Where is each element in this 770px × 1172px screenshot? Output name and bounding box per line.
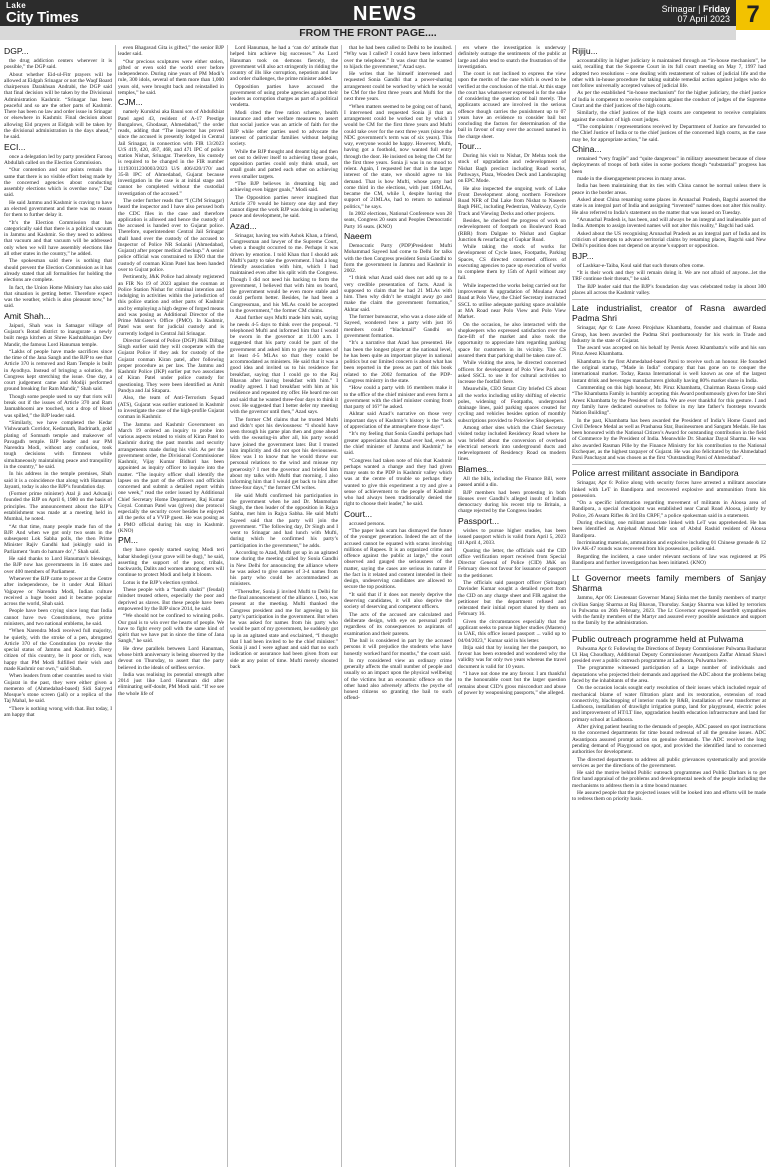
paragraph: Iltija said that by issuing her the passport, no favour has been extended and wondered why the validity was for only two years whereas the travel document is valid for 10 years. [458, 644, 566, 670]
paragraph: During checking, one militant associate linked with LeT was apprehended. He has been identified as Amjehad Ahmad Mir son of Abdul Rashid resident of Aloosa Bandipora. [572, 520, 766, 539]
paragraph: “I think what Azad said does not add up to a very credible presentation of facts. Azad is supposed to claim that he had 21 MLAs with him. Then why didn’t he straight away go and make the claim the government formation,” Akhtar said. [344, 275, 452, 313]
paragraph: Pulwama Apr 6: Following the Directions of Deputy Commissioner Pulwama Basharat Ul Haq Choudhary, Additional Deputy Commissioner Awantipora Zaffar Ahmad Shawl presided over a public outreach programme at Ladhoora, Pulwama here. [572, 645, 766, 664]
story-heading: Naeem [344, 231, 372, 241]
paragraph: In my considered view an ordinary crime generally affects the small number of people and usually so an impact upon the physical wellbeing of the victims but an economic offence on the other hand also adversely affects the psyche of honest citizens so granting the bail to such offend- [344, 657, 452, 702]
column-divider [569, 45, 570, 1167]
paragraph: While the BJP thought and dreamt big and then set out to deliver itself to achieving these goals, opposition parties could only think small, set small goals and patted each other on achieving even smaller targets. [230, 148, 338, 180]
paragraph: “I have not done me any favour. I am thankful to the honourable court but the larger question remains about CID’s gross misconduct and abuse of power by weaponising passports,” she alleged. [458, 671, 566, 696]
paragraph: Asked about China renaming some places in Arunachal Pradesh, Bagchi asserted the state is an integral part of India and assigning “invented” names does not alter this reality. He also referred to India’s statement on the matter that was issued on Tuesday. [572, 197, 766, 216]
story-heading: Police arrest militant associate in Bandipora [572, 468, 739, 479]
paragraph: “On a specific information regarding movement of militants in Aloosa area of Bandipora, a special checkpoint was established near Canal Road Aloosa, jointly by Police, 26 Assam Rifles & 3rd Bn CRPF,” a police spokesman said in a statement. [572, 500, 766, 519]
story-divider [572, 630, 766, 631]
masthead-bar [0, 0, 770, 26]
paragraph: As per the established “in-house mechanism” for the higher judiciary, the chief justice of India is competent to receive complaints against the conduct of judges of the Supreme Court and the chief justices of the high courts. [572, 90, 766, 109]
story-heading: Lt Governor meets family members of Sanjay Sharma [572, 573, 766, 594]
paragraph: Regarding the incident, a case under relevant sections of law was registered at PS Bandipora and further investigation has been initiated. (KNO) [572, 553, 766, 566]
paragraph: “It is their work and they will remain doing it. We are not afraid of anyone...let the TRF continue their threats,” he said. [572, 270, 766, 283]
paragraph: “There is nothing wrong with that. But today, I am happy that [4, 705, 112, 718]
paragraph: once a delegation led by party president Farooq Abdullah called on the Election Commission. [4, 153, 112, 166]
paragraph: In 2002 elections, National Conference won 28 seats, Congress 20 seats and Peoples Democratic Party 16 seats. (KNO) [344, 211, 452, 230]
paragraph: He assured people that the projected issues will be looked into and efforts will be made to redress them on priority basis. [572, 790, 766, 803]
paragraph: Meanwhile, CEO Smart City briefed CS about all the works including utility shifting of electric poles, widening of Footpaths, underground drainage lines, paid parking spaces created for cycling and vehicles besides option of monthly subscriptions provided to Poloview Shopkeepers. [458, 386, 566, 424]
story-heading: China... [572, 144, 602, 154]
paragraph: Incriminating materials, ammunition and explosive including 01 Chinese grenade & 12 live AK-47 rounds was recovered from his possession, police said. [572, 540, 766, 553]
paragraph: “It said that if it does not merely deprive the deserving candidates, it will also deprive the society of deserving and competent officers. [344, 591, 452, 611]
paragraph: “Arunachal Pradesh is, has been, and will always be an integral and inalienable part of India. Attempts to assign invented names will not alter this reality,” Bagchi had said. [572, 217, 766, 230]
paragraph: Asked about the US recognising Arunachal Pradesh as an integral part of India and its criticism of attempts to advance territorial claims by renaming places, Bagchi said New Delhi’s position does not depend on anyone’s support or opposition. [572, 230, 766, 250]
paragraph: “Our contention and our points remain the same that there is no visible effort being made by the concerned agencies about conducting assembly elections which is overdue now,” Dar said. [4, 167, 112, 199]
paragraph: Though some people used to say that riots will break out if the issues of Article 370 and Ram Janmabhoomi are touched, not a drop of blood was spilled,” the BJP leader said. [4, 393, 112, 419]
paragraph: “It’s the Election Commission that has categorically said that there is a political vacuum in Jammu and Kashmir. So they need to address that vacuum and that vacuum will be addressed only when we will have assembly elections like all other states in the country,” he added. [4, 219, 112, 257]
logo-top-text: Lake [6, 1, 27, 10]
paragraph: After giving patient hearing to the demands of people, ADC passed on spot instructions to the concerned departments for time bound redressal of all the genuine issues. ADC Awantipora assured prompt action on genuine demands. The ADC received the long pending demand of Playground on spot, and provided the identified land to concerned authorities for development. [572, 724, 766, 756]
story-heading: CJM... [118, 97, 143, 108]
column-divider [115, 45, 116, 1167]
paragraph: of Lashkar-e-Taiba, Koul said that such threats often come. [577, 262, 705, 269]
paragraph: “The BJP believes in dreaming big and achieving even bigger goals,” Modi said. [230, 181, 338, 194]
paragraph: The officials said passport officer (Srinagar) Davinder Kumar sought a detailed report from the CID on any charge sheet and FIR against the petitioner but the department refused and reiterated their initial report shared by them on February 16. [458, 580, 566, 618]
paragraph: even Bhagavad Gita is gifted,” the senior BJP leader said. [118, 45, 224, 58]
paragraph: He said Mufti confirmed his participation in the government when he and Dr. Manmohan Singh, the then leader of the opposition in Rajya Sabha, met him in Rajya Sabha. He said Mufti Sayeed said that the party will join the government. “The following day, Dr Singh and I went to Srinagar and had lunch with Mufti, during which he confirmed his party’s participation in the government,” he adds. [230, 492, 338, 549]
paragraph: People have been crying since long that India cannot have two Constitutions, two prime ministers, and two national emblems, he said. [4, 608, 112, 627]
paragraph: During his visit to Nishat, Dr Mehta took the stock of upgradation and redevelopment of Nishat Bagh precinct including Road works, Pathways, Plaza, Wooden Deck and Landscaping on EPC Mode. [458, 153, 566, 185]
paragraph: The Opposition parties never imagined that Article 370 would be history one day and they cannot digest the work BJP was doing in ushering peace and development, he said. [230, 194, 338, 220]
paragraph: In the past, Khambatta has been awarded the President of India’s Home Guard and Civil Defence Medal as well as Prashansa Star, Businessmen and Sangam Medals. He has been honoured with the National Citizen’s Award for outstanding contribution in the field of Commerce by the President of India. Meanwhile Dr. Shankar Dayal Sharma. He was also awarded Rasman Pille by the Finance Ministry for his contribution to the National Exchequer, as the highest taxpayer of Gujarat. He was also felicitated by the Ahmedabad Parsi Panchayat and was chosen as the first ‘Outstanding Parsi of Ahmedabad’. [572, 417, 766, 461]
story-divider [572, 464, 766, 465]
paragraph: “Lakhs of people have made sacrifices since the time of the Jana Sangh and the BJP to see that Article 370 is removed and Ram Temple is built in Ayodhya. Instead of bringing a solution, the Congress kept stretching the issue. One day, a court judgement came and Modiji performed ground breaking for Ram Mandir,” Shah said. [4, 348, 112, 393]
paragraph: According to Azad, Mufti got up in an agitated tone during the meeting called by Sonia Gandhi in New Delhi for announcing the alliance where he was asked to give names of 3-4 names from his party who could be accommodated as ministers. [230, 550, 338, 588]
paragraph: “It’s a narrative that Azad has presented. He has been the longest player at the national level, he has been quite an important player in national politics but our limited concern is about what has been reported in the press as part of this book related to the 2002 formation of the PDP-Congress ministry in the state. [344, 340, 452, 384]
story-heading: Blames... [458, 463, 494, 474]
paragraph: The directed departments to address all public grievances systematically and provide services as per the directions of the government. [572, 756, 766, 769]
page-number: 7 [736, 0, 770, 30]
paragraph: Srinagar, having tea with Ashok Khan, a friend, Congressman and lawyer of the Supreme Court, when a thought occurred to me. Perhaps it was driven by emotion. I told Khan that I should ask Mufti’s party to take the government. I had a long friendly association with him, which I had maintained even after his split with the Congress. Though I did not need his backing to form the government, I believed that with him on board, the government would be even more stable and could perform better. Besides, he had been a Congressman, and his MLAs could be accepted in the government,” the former CM claims. [230, 232, 338, 314]
column-4 [344, 45, 452, 1167]
paragraph: He also inspected the ongoing work of Lake Front Development along northern Foreshore Road NFR of Dal Lake from Nishat to Naseem Bagh PHC, including Pedestrian, Walkway, Cycle Track and Viewing Decks and other projects. [458, 185, 566, 217]
paragraph: they have openly started saying Modi teri kabar khudegi (your grave will be dug),” he said, asserting the support of the poor, tribals, backwards, Dalits and women among others will continue to protect Modi and help it bloom. [118, 547, 224, 579]
paragraph: the drug addiction centers wherever it is possible,” the DGP said. [4, 58, 112, 71]
story-heading: PM... [118, 535, 139, 546]
paragraph: (Former prime minister) Atal ji and Advaniji founded the BJP on April 6, 1980 on the basis of principles. The announcement about the BJP’s establishment was made at a meeting held in Mumbai, he noted. [4, 491, 112, 523]
paragraph: On the occasion locals sought early resolution of their issues which included repair of mechanical blame of water filtration plant and its restoration, extension of road connectivity, blacktopping of interior roads by R&B, installation of new transformer at Ladhoora, installation of drawlight irrigation pump, land for playground, electric poles and improvement of HT/LT line, upgradation health education infrastructure and land for primary school at Ladhoora. [572, 685, 766, 723]
paragraph: Lotus is the BJP’s election symbol. [123, 579, 199, 586]
paragraph: All the bills, including the Finance Bill, were passed amid a din. [458, 475, 566, 489]
column-3 [230, 45, 338, 1167]
paragraph: On the occasion, he also interacted with the shopkeepers who expressed satisfaction over the face-lift of the market and also took the opportunity to appreciate him regarding parking space for customers in its vicinity. The CS assured them that parking shall be taken care of. [458, 321, 566, 359]
paragraph: “At that time, many people made fun of the BJP. And when we got only two seats in the subsequent Lok Sabha polls, the then Prime Minister Rajiv Gandhi had jokingly said in Parliament ‘hum do hamare do’,” Shah said. [4, 523, 112, 555]
paragraph: He drew parallels between Lord Hanuman, whose birth anniversary is being observed by the devout on Thursday, to assert that the party believed in the ideals of selfless service. [118, 645, 224, 671]
paragraph: accused persons. [349, 520, 386, 527]
story-heading: ECI... [4, 141, 26, 152]
paragraph: Opposition parties have accused the government of using probe agencies against their leaders as corruption charges as part of a political vendetta. [230, 83, 338, 109]
paragraph: Democratic Party (PDP)President Mufti Mohammad Sayeed had come to Delhi for talks with the then Congress president Sonia Gandhi to form the government in Jammu and Kashmir in 2002. [344, 243, 452, 274]
paragraph: Jaipuri, Shah was in Satnagar village of Gujarat’s Botad district to inaugurate a newly built mega kitchen at Shree Kashtabhanjan Dev Mandir, the famous Lord Hanuman temple. [4, 322, 112, 348]
column-5 [458, 45, 566, 1167]
paragraph: He writes that he himself intervened and requested Sonia Gandhi that a power-sharing arrangement could be worked by which he would be CM for the first three years and Mufti for the next three years. [344, 71, 452, 103]
paragraph: He said Jammu and Kashmir is craving to have an elected government and there was no reason for them to further delay it. [4, 199, 112, 219]
paragraph: “When Narendra Modi received full majority, he quietly, with the stroke of a pen, abrogated Article 370 of the Constitution (to revoke the special status of Jammu and Kashmir). Every citizen of this country, be it poor or rich, was happy that PM Modi fulfilled their wish and made Kashmir our own,” said Shah. [4, 628, 112, 672]
paragraph: The spokesman said there is nothing that should prevent the Election Commission as it has already stated that all formalities for holding the elections are complete. [4, 258, 112, 284]
paragraph: “The paper leak scam has dismayed the future of the younger generation. Indeed the act of the accused cannot be equated with scams involving millions of Rupees. It is an organized crime and offence against the public at large,” the court observed and gauged the seriousness of the matter, saying the cases are serious in nature if the fact in it related and content intended in their design, undeserving candidates are allowed to secure the top positions. [344, 528, 452, 591]
story-heading: Passport... [458, 515, 500, 526]
story-divider [572, 569, 766, 570]
paragraph: Given the circumstances especially that the applicant seeks to pursue higher studies (Masters) in UAE, this office issued passport ... valid up to 04/04/2023,” Kumar said in his letter. [458, 618, 566, 644]
paragraph: The order further reads that “I (CJM Srinagar) heard the inspector and I have also perused both the CDC files in the case and therefore application is allowed and hence the custody of the accused is handed over to Gujarat police. Therefore, superintendent Central Jail Srinagar shall hand over the custody of the accused to Inspector of Police NR Solanki (Ahmedabad, Gujarat) after proper medical checkup.” A senior police official was constrained to ENO that the custody of conman Kiran Patel has been handed over to Gujrat police. [118, 198, 224, 273]
paragraph: The former bureaucrat, who was a close aide of Sayeed, wondered how a party with just 16 members could “blackmail” Gandhi on government formation. [344, 314, 452, 339]
paragraph: Azad further says Mufti made him wait, saying he needs 4-5 days to think over the proposal. “I telephoned Mufti and informed him that I would be sworn in the governor at 11.00 a.m. I suggested that his party could be part of the government and asked him to give me names of at least 4-5 MLAs so that they could be accommodated as ministers. He said that it was a good idea and invited us to his residence for breakfast, saying that I could go to the Raj Bhavan after having breakfast with him.” I readily agreed. I had breakfast with him at his residence and repeated my offer. He heard me out and said that he wanted three-four days to think it over. He suggested that I better defer my meeting with the governor until then,” Azad says. [230, 315, 338, 416]
paragraph: made in the disengagement process in many areas. [577, 175, 686, 182]
paragraph: “It’s my feeling that Sonia Gandhi perhaps had greater appreciation than Azad ever had, even as the chief minister of Jammu and Kashmir,” he said. [344, 431, 452, 457]
paragraph: About whether Eid-ul-Fitr prayers will be allowed at Eidgah Srinagar or not the Waqf Board chairperson Darakhsan Andrabi, the DGP said that final decision will be taken by the Divisional Administration Kashmir. “Srinagar has been peaceful and so are the other parts of Kashmir. There has been no law and order issue in Srinagar or elsewhere in Kashmir. Final decision about allowing Eid prayers at Eidgah will be taken by the divisional administration in the days ahead,” he said. [4, 71, 112, 141]
paragraph: Srinagar, Apr 6: Late Areez Pirojshaw Khambatta, founder and chairman of Rasna Group, has been awarded the Padma Shri posthumously for his work in Trade and Industry in the state of Gujarat. [572, 325, 766, 344]
paragraph: Khambatta is the first Ahmedabad-based Parsi to receive such an honour. He founded the original startup, “Made in India” company that has gone on to conquer the international market. Today, Rasna International is well known as one of the largest instant drink and beverages manufacturers globally having 80% market share in India. [572, 358, 766, 384]
paragraph: “Similarly, we have completed the Kedar Vishwanath Corridor, Kedarnath, Badrinath, gold plating of Somnath temple and makeover of Pavagadh temple. BJP leader and our PM Narendra Modi, without any confusion, took tough decisions with firmness while simultaneously maintaining peace and tranquility in the country,” he said. [4, 420, 112, 470]
paragraph: While visiting the area, he directed concerned officers for development of Polo View Park and asked SSCL to use it for cultural activities to increase the footfall there. [458, 360, 566, 385]
paragraph: Besides, he checked the progress of work on redevelopment of footpath on Boulevard Road (RBR) from Dalgate to Nishat and Gupkar Junction & resurfacing of Gupkar Road. [458, 218, 566, 243]
paragraph: Srinagar, Apr 6: Police along with security forces have arrested a militant associate linked with LeT in Bandipora and recovered explosive and ammunition from his possession. [572, 480, 766, 499]
paragraph: The former CM claims that he trusted Mufti and didn’t spot his deviousness: “I should have seen through his game plan then and gone ahead with the swearing-in after all, his party would have joined the government later. But I trusted him implicitly and did not spot his deviousness. How was I to know that he would throw our personal relations to the wind and misuse my generosity? I met the governor and briefed him about my talks with Mufti that morning. I also informing him that I would get back to him after three-four days,” the former CM writes. [230, 416, 338, 492]
paragraph: Whenever the BJP came to power at the Centre after independence, be it under Atal Bihari Vajpayee or Narendra Modi, Indian culture received a huge boost and it became popular across the world, Shah said. [4, 576, 112, 607]
story-heading: Late industrialist, creator of Rasna awarded Padma Shri [572, 303, 766, 324]
story-heading: DGP... [4, 46, 29, 56]
column-divider [227, 45, 228, 1167]
paragraph: The award was accepted on his behalf by Persis Areez Khambatta’s wife and his son Piruz Areez Khambatta. [572, 345, 766, 358]
dateline-city: Srinagar [661, 4, 696, 14]
column-divider [341, 45, 342, 1167]
paragraph: The Jammu and Kashmir Government on March 19 ordered an inquiry to probe into various aspects related to visits of Kiran Patel to Kashmir during the past months and security arrangements made during his visit. As per the government order, the Divisional Commissioner Kashmir, Vijay Kumar Bidhuri has been appointed as inquiry officer to inquire into the matter. “The inquiry officer shall identify the lapses on the part of the officers and officials concerned and submit a detailed report within one week,” read the order issued by Additional Chief Secretary Home Department, Raj Kumar Goyal. Conman Patel was (given) due protocol especially the security cover besides he enjoyed all the perks of a VVIP guest. He was posing as a PMO official during his stay in Kashmir. (KNO) [118, 421, 224, 534]
paragraph: “The complaints / representations received by Department of Justice are forwarded to the Chief Justice of India or to the chief justices of the concerned high courts, as the case may be, for appropriate action,” he said. [572, 124, 766, 143]
story-heading: Court... [344, 508, 373, 519]
paragraph: The BJP leader said that the BJP’s foundation day was celebrated today in about 300 places all across the Kashmir valley. [572, 283, 766, 296]
paragraph: Modi cited the free ration scheme, health insurance and other welfare measures to assert that social justice was an article of faith for the BJP while other parties used to advocate the interest of particular families without helping society. [230, 109, 338, 148]
paragraph: “Our precious sculptures were either stolen, gifted or even sold the world over before independence. During nine years of PM Modi’s rule, 300 idols, several of them more than 1,000 years old, were brought back and reinstalled in temples,” he said. [118, 58, 224, 96]
paragraph: India was realising its potential strength after 2014 just like Lord Hanuman did after eliminating self-doubt, PM Modi said. “If we see the whole life of [118, 671, 224, 697]
story-divider [572, 299, 766, 300]
paragraph: When leaders from other countries used to visit Gujarat in the past, they were either given a memento of (Ahmedabad-based) Sidi Saiyyed Mosque’s stone screen (jali) or a replica of the Taj Mahal, he said. [4, 673, 112, 705]
paragraph: that he had been called to Delhi to be insulted. “Why was I called? I could have been informed over the telephone.” It was clear that he wanted to hijack the government,” Azad says. [344, 45, 452, 70]
paragraph: wishes to pursue higher studies, has been issued passport which is valid from April 5, 2023 till April 4, 2033. [458, 527, 566, 547]
paragraph: The programme witnessed participation of a large number of individuals and deputations who projected their demands and apprised the ADC about the problems being faced by the inhabitants of the area. [572, 665, 766, 684]
paragraph: remained “very fragile” and “quite dangerous” in military assessment because of close deployments of troops of both sides in some pockets though “substantial” progress has been [572, 156, 766, 175]
paragraph: Lord Hanuman, he had a ‘can do’ attitude that helped him achieve big successes.” As Lord Hanuman took on demons fiercely, the government will also act stringently in ridding the country of ills like corruption, nepotism and law and order challenges, the prime minister added. [230, 45, 338, 83]
paragraph: While inspected the works being carried out for improvement & upgradation of Moulana Azad Road at Polo View, the Chief Secretary instructed SSCL to utilise adequate parking space available at MA Road near Polo View and Polo View Market. [458, 282, 566, 321]
story-heading: BJP... [572, 250, 594, 261]
story-heading: Azad... [230, 220, 257, 231]
paragraph: Akhtar said Azad’s narrative on those very important days of Kashmir’s history is the “lack of appreciation of the atmosphere those days”. [344, 411, 452, 430]
paragraph: He said thanks to Lord Hanuman’s blessings, the BJP now has governments in 16 states and over 400 members of Parliament. [4, 556, 112, 575]
story-heading: Rijiju... [572, 46, 598, 56]
paragraph: Commenting on this high honour, Mr. Piruz Khambatta, Chairman Rasna Group said “The Khambatta Family is humbly accepting this Award posthumously given for late Shri Areez Khambatta by the President of India. We are ever thankful for this gesture. I and my family have dedicated ourselves to follow in my late father’s footsteps towards Nation Building”. [572, 385, 766, 417]
story-heading: Amit Shah... [4, 310, 51, 321]
paragraph: These people with a “bandh shakti” (feudal) mindset treated others, especially the poor and deprived as slaves. But these people have been empowered by the BJP since 2014, he said. [118, 587, 224, 612]
paragraph: “When matters seemed to be going out of hand, I intervened and requested Sonia ji that an arrangement could be worked out by which I would be CM for the first three years and Mufti could take over for the next three years (since the NDC government’s term was of six years). This way, everyone would be happy. However, Mufti, having got a foothold, now wanted full entry through the door. He insisted on being the CM for the first three years. Sonia ji was in no mood to relent. Again, I requested her that in the larger interest of the state, we should agree to his demand. That is how Mufti, whose party had come third in the elections, with just 16MLAs, became the CM, while I, despite having the support of 21MLAs, had to return to national politics,” he says. [344, 103, 452, 210]
paragraph: Jammu, Apr 06: Lieutenant Governor Manoj Sinha met the family members of martyr civilian Sanjay Sharma at Raj Bhavan, Thursday. Sanjay Sharma was killed by terrorists in Pulwama on 26th February, 2023. The Lt Governor expressed heartfelt sympathies with the family members of the Martyr and assured every possible assistance and support to the family by the administration. [572, 595, 766, 627]
story-heading: Tour... [458, 141, 482, 152]
column-1 [4, 45, 112, 1167]
paragraph: Director General of Police (DGP) J&K Dilbag Singh earlier said they will cooperate with the Gujarat Police if they ask for custody of the Gujarat conman Kiran patel, after following proper procedure as per law. The Jammu and Kashmir Police (JKP) earlier put two associates of Kiran Patel under police custody for questioning. They were been identified as Amit Pandya and Jai Sitapara. [118, 337, 224, 394]
paragraph: The court is not inclined to express the view upon the merits of the case which is owed to be verified at the conclusion of the trial. At this stage the court has whatsoever expressed is for the sake of considering the question of bail merely. The applicants accused are involved in the serious offence though carries the punishment up to 07 years have an evidence to consider bail but concluding the factors for determination of the bail in favour of stay over the accused named in the charge sheet. [458, 71, 566, 140]
paragraph: Also, the team of Anti-Terrorism Squad (ATS), Gujarat was earlier stationed in Kashmir to investigate the case of the high-profile Gujarat conman in Kashmir. [118, 395, 224, 421]
paragraph: In fact, the Union Home Ministry has also said that situation is getting better. Therefore expect was the weather, which is also pleasant now,” he said. [4, 284, 112, 310]
column-2 [118, 45, 224, 1167]
paragraph: He said the motive behind Public outreach programmes and Public Darbars is to get first hand appraisal of the problems and developmental needs of the people including the mechanisms to address them in a time bound manner. [572, 770, 766, 789]
dateline: Srinagar | Friday 07 April 2023 [661, 4, 730, 24]
paragraph: ers where the investigation is underway definitely outrage the sentiments of the public at large and also tend to snatch the frustration of the investigation. [458, 45, 566, 70]
paragraph: Among other sites which the Chief Secretary visited today included Residency Road where he was briefed about the conversion of overhead electrical network into underground ducts and redevelopment of Residency Road on modern lines. [458, 425, 566, 463]
paragraph: Pertinently, J&K Police had already registered an FIR No 19 of 2023 against the conman at Police Station Nishat for criminal intention and indulging in activities within the jurisdiction of this police station and other parts of Kashmir and by employing a high degree of forged means and was posing as Additional Director of the Prime Minister’s Office (PMO). In Kashmir, Patel was sent for judicial custody and is currently lodged in Central Jail Srinagar. [118, 274, 224, 337]
paragraph: “We should not be confined to winning polls. Our goal is to win over the hearts of people. We have to fight every poll with the same kind of spirit that we have put in since the time of Jana Sangh,” he said. [118, 613, 224, 645]
dateline-date: 07 April 2023 [677, 14, 730, 24]
story-heading: Public outreach programme held at Pulwama [572, 633, 744, 644]
paragraph: In his address in the temple premises, Shah said it is a coincidence that along with Hanuman Jayanti, today is also the BJP’s foundation day. [4, 471, 112, 490]
paragraph: namely Kurukhsi aka Bauni son of Abdulkhiat Patel aged 43, resident of A-17 Prestige Bungalows, Ghodasar, Ahmedabad,” the order reads, adding that “The inspector has proved since the accused is presently lodged in Central Jail Srinagar, in connection with FIR 13/2023 U/S 419, 420, 467, 468, and 471 IPC of police station Nishat, Srinagar. Therefore, his custody is required to be changed in the FIR number 11193011230003/2023 U/S 406/420/170/ and 35-B IPC of Ahmedabad, Gujarat because investigation in the case is at initial stage and cannot be completed without the custodial investigation of the accused.” [118, 109, 224, 197]
paragraph: The bail is considered in part by the accused persons it will prejudice the students who have honestly worked hard for months,” the court said. [344, 638, 452, 657]
paragraph: India has been maintaining that its ties with China cannot be normal unless there is peace in the border areas. [572, 183, 766, 196]
dateline-day: Friday [702, 4, 730, 14]
column-divider [455, 45, 456, 1167]
paragraph: “Thereafter, Sonia ji invited Mufti to Delhi for the final announcement of the alliance. I, too, was present at the meeting. Mufti thanked the Congress president and me for agreeing to his party’s participation in the government. But when he was asked for names from his party who would be part of my government, he suddenly got up in an agitated state and exclaimed, “I thought that I had been invited to be the chief minister.” Sonia ji and I were aghast and said that no such indication or assurance had been given from our side at any point of time. Mufti merely shouted back [230, 588, 338, 670]
paragraph: BJP members had been protesting in both Houses over Gandhi’s alleged insult of Indian democracy during his recent trip to Britain, a charge rejected by the Congress leader. [458, 489, 566, 515]
section-title: NEWS [353, 3, 417, 25]
paragraph: “How could a party with 16 members make it to the office of the chief minister and even form a government with the chief minister coming from that party of 16?” he asked. [344, 385, 452, 410]
paragraph: The acts of the accused are calculated and deliberate design, with eye on personal profit regardless of its consequences to aspirants of examination and their parents. [344, 611, 452, 637]
paragraph: Similarly, the chief justices of the high courts are competent to receive complaints against the conduct of high court judges. [572, 110, 766, 123]
front-page-banner: FROM THE FRONT PAGE.... [0, 26, 736, 40]
paragraph: Quoting the letter, the officials said the CID office verification report received from Special Director General of Police (CID) J&K on February does not favour for issuance of passport to the petitioner. [458, 547, 566, 579]
paragraph: accountability in higher judiciary is maintained through an “in-house mechanism”, he said, recalling that the Supreme Court in its full court meeting on May 7, 1997 had adopted two resolutions – one dealing with restatement of values of judicial life and the other with in-house procedure for taking suitable remedial action against judges who do not follow universally accepted values of judicial life. [572, 58, 766, 89]
column-6 [572, 45, 766, 1167]
paragraph: While taking the stock of works for development of Cycle lanes, Footpaths, Parking Spaces, CS directed concerned officers of executing agencies to pace up execution of works to complete them by 15th of April without any fail. [458, 244, 566, 282]
logo-main-text: City Times [6, 9, 79, 26]
paragraph: “Congress had taken note of this that Kashmir perhaps wanted a change and they had given many seats to the PDP in Kashmir valley which was at the centre of trouble so perhaps they wanted to give this experiment a try and give a sense of achievement to the people of Kashmir who had always been traditionally denied the right to choose their leader,” he said. [344, 457, 452, 508]
